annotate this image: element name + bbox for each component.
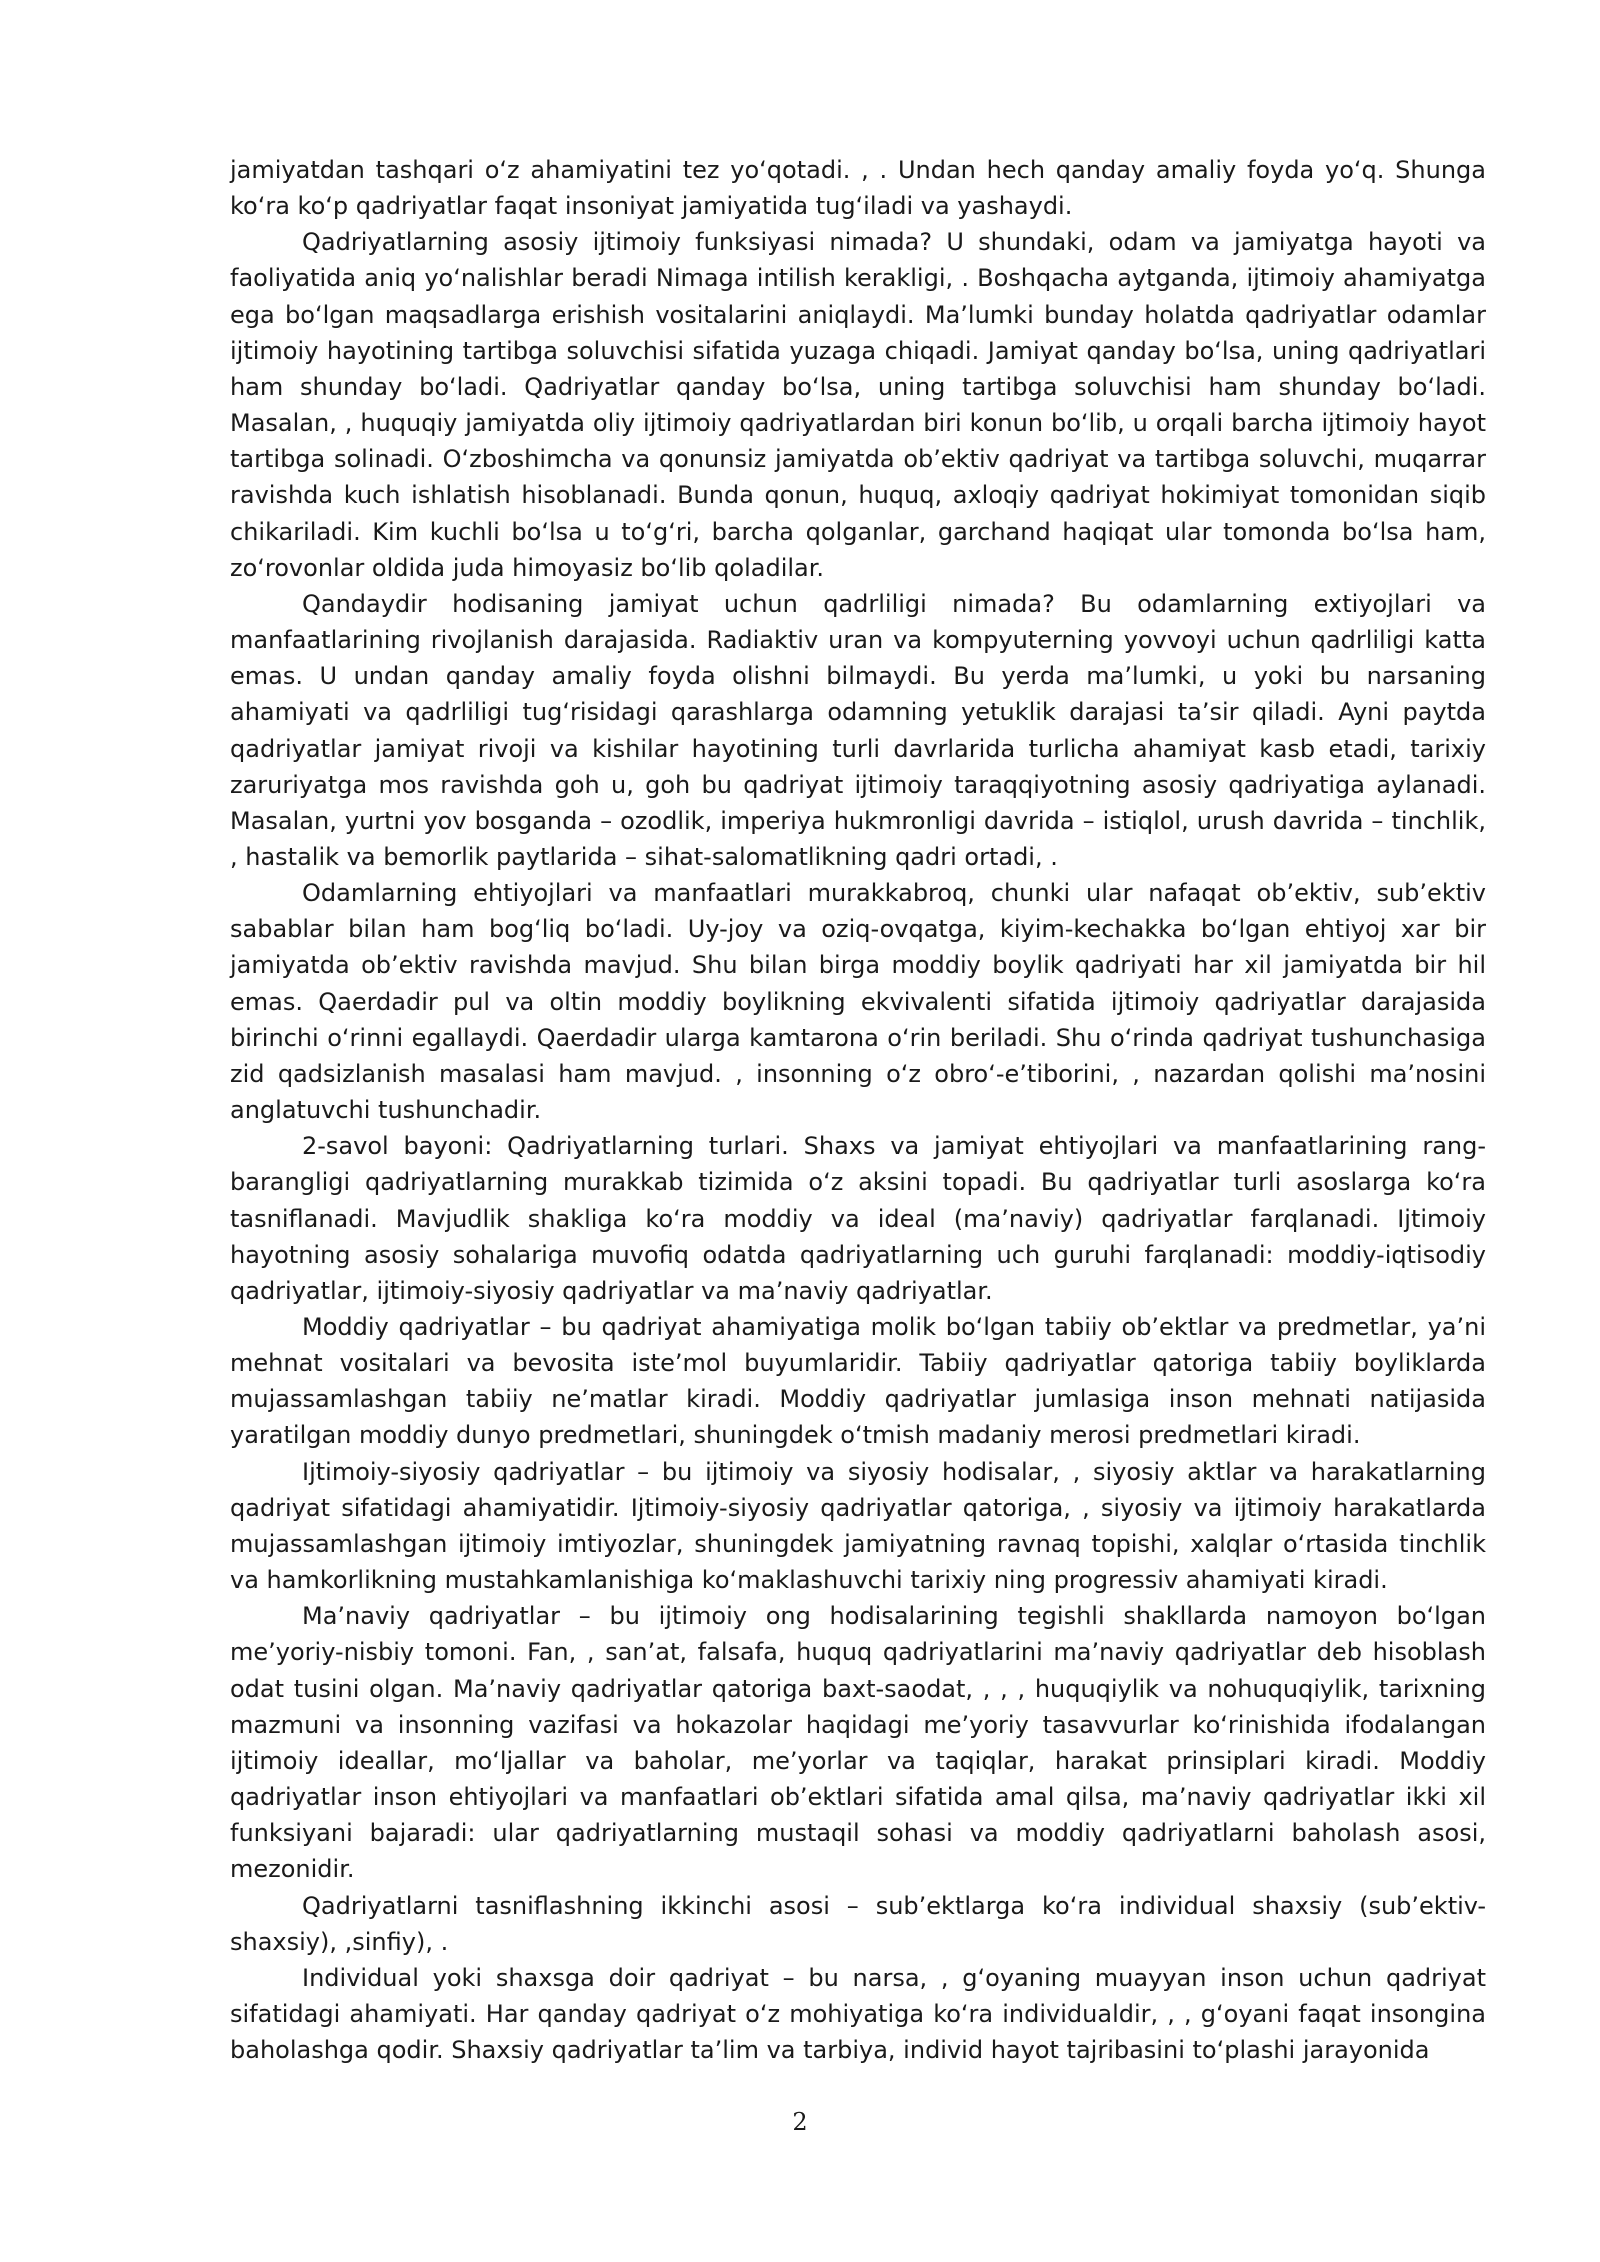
paragraph: Moddiy qadriyatlar – bu qadriyat ahamiyatiga molik bo‘lgan tabiiy ob’ektlar va predmetlar, ya’ni mehnat vositalari va bevosita iste’mol buyumlaridir. Tabiiy qadriyatlar qatoriga tabiiy boyliklarda mujassamlashgan tabiiy ne’matlar kiradi. Moddiy qadriyatlar jumlasiga inson mehnati natijasida yaratilgan moddiy dunyo predmetlari, shuningdek o‘tmish madaniy merosi predmetlari kiradi.: [230, 1313, 1486, 1450]
page-number: 2: [792, 2108, 808, 2136]
body-text: [230, 152, 1486, 2068]
paragraph: Individual yoki shaxsga doir qadriyat – bu narsa, , g‘oyaning muayyan inson uchun qadriyat sifatidagi ahamiyati. Har qanday qadriyat o‘z mohiyatiga ko‘ra individualdir, , , g‘oyani faqat insongina baholashga qodir. Shaxsiy qadriyatlar ta’lim va tarbiya, individ hayot tajribasini to‘plashi jarayonida: [230, 1963, 1486, 2065]
paragraph: Ijtimoiy-siyosiy qadriyatlar – bu ijtimoiy va siyosiy hodisalar, , siyosiy aktlar va harakatlarning qadriyat sifatidagi ahamiyatidir. Ijtimoiy-siyosiy qadriyatlar qatoriga, , siyosiy va ijtimoiy harakatlarda mujassamlashgan ijtimoiy imtiyozlar, shuningdek jamiyatning ravnaq topishi, xalqlar o‘rtasida tinchlik va hamkorlikning mustahkamlanishiga ko‘maklashuvchi tarixiy ning progressiv ahamiyati kiradi.: [230, 1457, 1486, 1595]
paragraph: Qadriyatlarning asosiy ijtimoiy funksiyasi nimada? U shundaki, odam va jamiyatga hayoti va faoliyatida aniq yo‘nalishlar beradi Nimaga intilish kerakligi, . Boshqacha aytganda, ijtimoiy ahamiyatga ega bo‘lgan maqsadlarga erishish vositalarini aniqlaydi. Ma’lumki bunday holatda qadriyatlar odamlar ijtimoiy hayotining tartibga soluvchisi sifatida yuzaga chiqadi. Jamiyat qanday bo‘lsa, uning qadriyatlari ham shunday bo‘ladi. Qadriyatlar qanday bo‘lsa, uning tartibga soluvchisi ham shunday bo‘ladi. Masalan, , huquqiy jamiyatda oliy ijtimoiy qadriyatlardan biri konun bo‘lib, u orqali barcha ijtimoiy hayot tartibga solinadi. O‘zboshimcha va qonunsiz jamiyatda ob’ektiv qadriyat va tartibga soluvchi, muqarrar ravishda kuch ishlatish hisoblanadi. Bunda qonun, huquq, axloqiy qadriyat hokimiyat tomonidan siqib chikariladi. Kim kuchli bo‘lsa u to‘g‘ri, barcha qolganlar, garchand haqiqat ular tomonda bo‘lsa ham, zo‘rovonlar oldida juda himoyasiz bo‘lib qoladilar.: [230, 228, 1486, 582]
paragraph: Qadriyatlarni tasniflashning ikkinchi asosi – sub’ektlarga ko‘ra individual shaxsiy (sub’ektiv-shaxsiy), ,sinfiy), .: [230, 1891, 1486, 1956]
paragraph-continued: jamiyatdan tashqari o‘z ahamiyatini tez yo‘qotadi. , . Undan hech qanday amaliy foyda yo‘q. Shunga ko‘ra ko‘p qadriyatlar faqat insoniyat jamiyatida tug‘iladi va yashaydi.: [230, 156, 1486, 221]
paragraph: Qandaydir hodisaning jamiyat uchun qadrliligi nimada? Bu odamlarning extiyojlari va manfaatlarining rivojlanish darajasida. Radiaktiv uran va kompyuterning yovvoyi uchun qadrliligi katta emas. U undan qanday amaliy foyda olishni bilmaydi. Bu yerda ma’lumki, u yoki bu narsaning ahamiyati va qadrliligi tug‘risidagi qarashlarga odamning yetuklik darajasi ta’sir qiladi. Ayni paytda qadriyatlar jamiyat rivoji va kishilar hayotining turli davrlarida turlicha ahamiyat kasb etadi, tarixiy zaruriyatga mos ravishda goh u, goh bu qadriyat ijtimoiy taraqqiyotning asosiy qadriyatiga aylanadi. Masalan, yurtni yov bosganda – ozodlik, imperiya hukmronligi davrida – istiqlol, urush davrida – tinchlik, , hastalik va bemorlik paytlarida – sihat-salomatlikning qadri ortadi, .: [230, 589, 1486, 871]
paragraph: Ma’naviy qadriyatlar – bu ijtimoiy ong hodisalarining tegishli shakllarda namoyon bo‘lgan me’yoriy-nisbiy tomoni. Fan, , san’at, falsafa, huquq qadriyatlarini ma’naviy qadriyatlar deb hisoblash odat tusini olgan. Ma’naviy qadriyatlar qatoriga baxt-saodat, , , , huquqiylik va nohuquqiylik, tarixning mazmuni va insonning vazifasi va hokazolar haqidagi me’yoriy tasavvurlar ko‘rinishida ifodalangan ijtimoiy ideallar, mo‘ljallar va baholar, me’yorlar va taqiqlar, harakat prinsiplari kiradi. Moddiy qadriyatlar inson ehtiyojlari va manfaatlari ob’ektlari sifatida amal qilsa, ma’naviy qadriyatlar ikki xil funksiyani bajaradi: ular qadriyatlarning mustaqil sohasi va moddiy qadriyatlarni baholash asosi, mezonidir.: [230, 1602, 1486, 1884]
paragraph: 2-savol bayoni: Qadriyatlarning turlari. Shaxs va jamiyat ehtiyojlari va manfaatlarining rang-barangligi qadriyatlarning murakkab tizimida o‘z aksini topadi. Bu qadriyatlar turli asoslarga ko‘ra tasniflanadi. Mavjudlik shakliga ko‘ra moddiy va ideal (ma’naviy) qadriyatlar farqlanadi. Ijtimoiy hayotning asosiy sohalariga muvofiq odatda qadriyatlarning uch guruhi farqlanadi: moddiy-iqtisodiy qadriyatlar, ijtimoiy-siyosiy qadriyatlar va ma’naviy qadriyatlar.: [230, 1132, 1486, 1305]
paragraph: Odamlarning ehtiyojlari va manfaatlari murakkabroq, chunki ular nafaqat ob’ektiv, sub’ektiv sabablar bilan ham bog‘liq bo‘ladi. Uy-joy va oziq-ovqatga, kiyim-kechakka bo‘lgan ehtiyoj xar bir jamiyatda ob’ektiv ravishda mavjud. Shu bilan birga moddiy boylik qadriyati har xil jamiyatda bir hil emas. Qaerdadir pul va oltin moddiy boylikning ekvivalenti sifatida ijtimoiy qadriyatlar darajasida birinchi o‘rinni egallaydi. Qaerdadir ularga kamtarona o‘rin beriladi. Shu o‘rinda qadriyat tushunchasiga zid qadsizlanish masalasi ham mavjud. , insonning o‘z obro‘-e’tiborini, , nazardan qolishi ma’nosini anglatuvchi tushunchadir.: [230, 879, 1486, 1125]
